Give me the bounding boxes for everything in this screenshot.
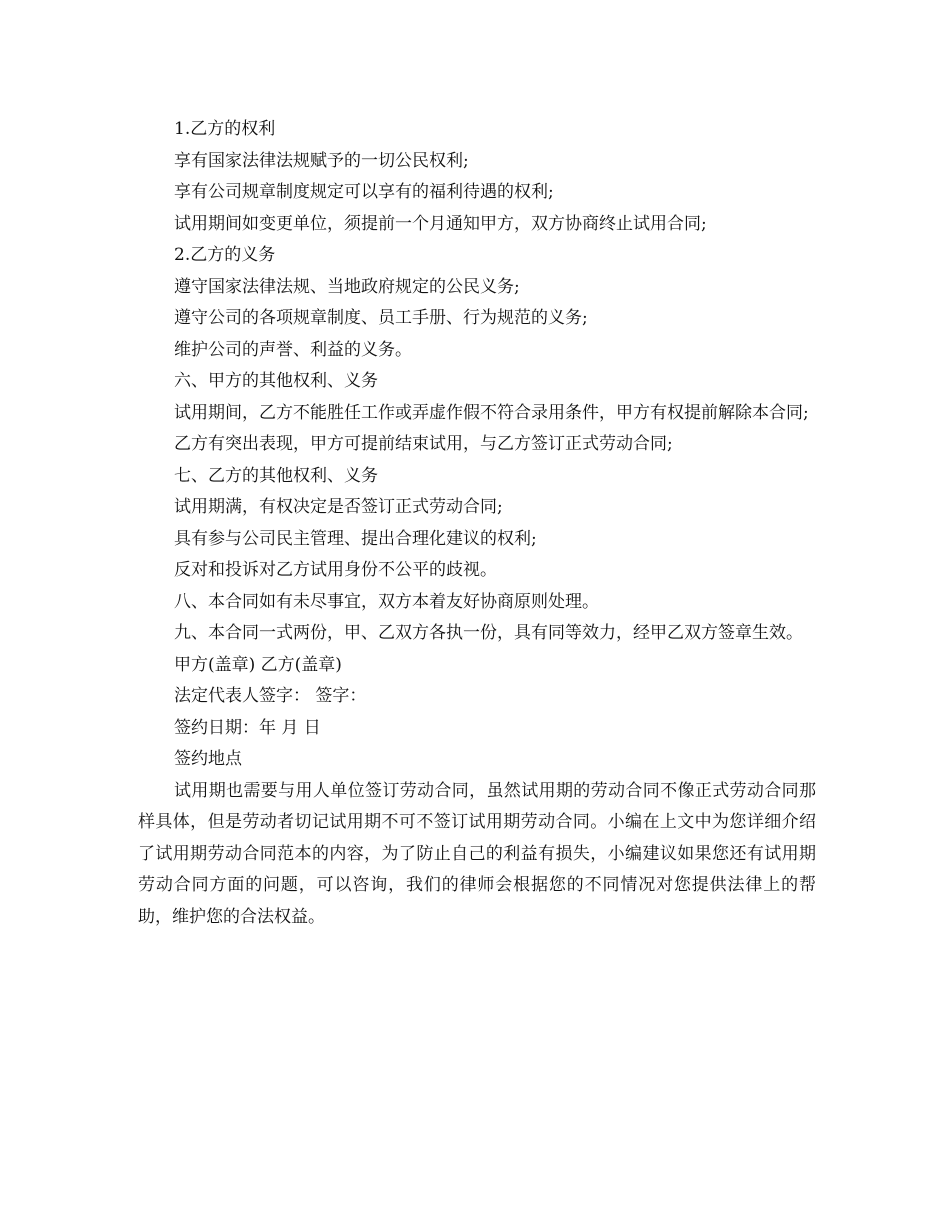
signing-date: 签约日期：年 月 日 <box>174 717 321 738</box>
paragraph: 维护公司的声誉、利益的义务。 <box>174 339 412 360</box>
paragraph: 试用期间如变更单位，须提前一个月通知甲方，双方协商终止试用合同; <box>174 213 707 234</box>
paragraph: 乙方有突出表现，甲方可提前结束试用，与乙方签订正式劳动合同; <box>174 434 673 454</box>
closing-paragraph: 试用期也需要与用人单位签订劳动合同，虽然试用期的劳动合同不像正式劳动合同那样具体，但是劳动者切记试用期不可不签订试用期劳动合同。小编在上文中为您详细介绍了试用期劳动合同范本的内容，为了防止自己的利益有损失，小编建议如果您还有试用期劳动合同方面的问题，可以咨询，我们的律师会根据您的不同情况对您提供法律上的帮助，维护您的合法权益。 <box>138 780 816 927</box>
paragraph: 享有国家法律法规赋予的一切公民权利; <box>174 150 469 171</box>
signature-parties: 甲方(盖章) 乙方(盖章) <box>174 654 342 675</box>
paragraph: 试用期满，有权决定是否签订正式劳动合同; <box>174 497 503 517</box>
subheading-party-b-obligations: 2.乙方的义务 <box>174 245 276 265</box>
document-body <box>138 114 816 933</box>
section-heading-7: 七、乙方的其他权利、义务 <box>174 465 378 486</box>
subheading-party-b-rights: 1.乙方的权利 <box>174 119 276 139</box>
signing-location: 签约地点 <box>174 749 242 769</box>
paragraph: 具有参与公司民主管理、提出合理化建议的权利; <box>174 528 537 549</box>
section-heading-8: 八、本合同如有未尽事宜，双方本着友好协商原则处理。 <box>174 591 599 612</box>
signature-representatives: 法定代表人签字： 签字： <box>174 686 367 706</box>
section-heading-9: 九、本合同一式两份，甲、乙双方各执一份，具有同等效力，经甲乙双方签章生效。 <box>174 623 803 643</box>
section-heading-6: 六、甲方的其他权利、义务 <box>174 371 378 391</box>
paragraph: 享有公司规章制度规定可以享有的福利待遇的权利; <box>174 182 554 202</box>
paragraph: 试用期间，乙方不能胜任工作或弄虚作假不符合录用条件，甲方有权提前解除本合同; <box>174 402 809 423</box>
paragraph: 遵守公司的各项规章制度、员工手册、行为规范的义务; <box>174 308 588 328</box>
paragraph: 反对和投诉对乙方试用身份不公平的歧视。 <box>174 560 497 580</box>
paragraph: 遵守国家法律法规、当地政府规定的公民义务; <box>174 276 520 297</box>
